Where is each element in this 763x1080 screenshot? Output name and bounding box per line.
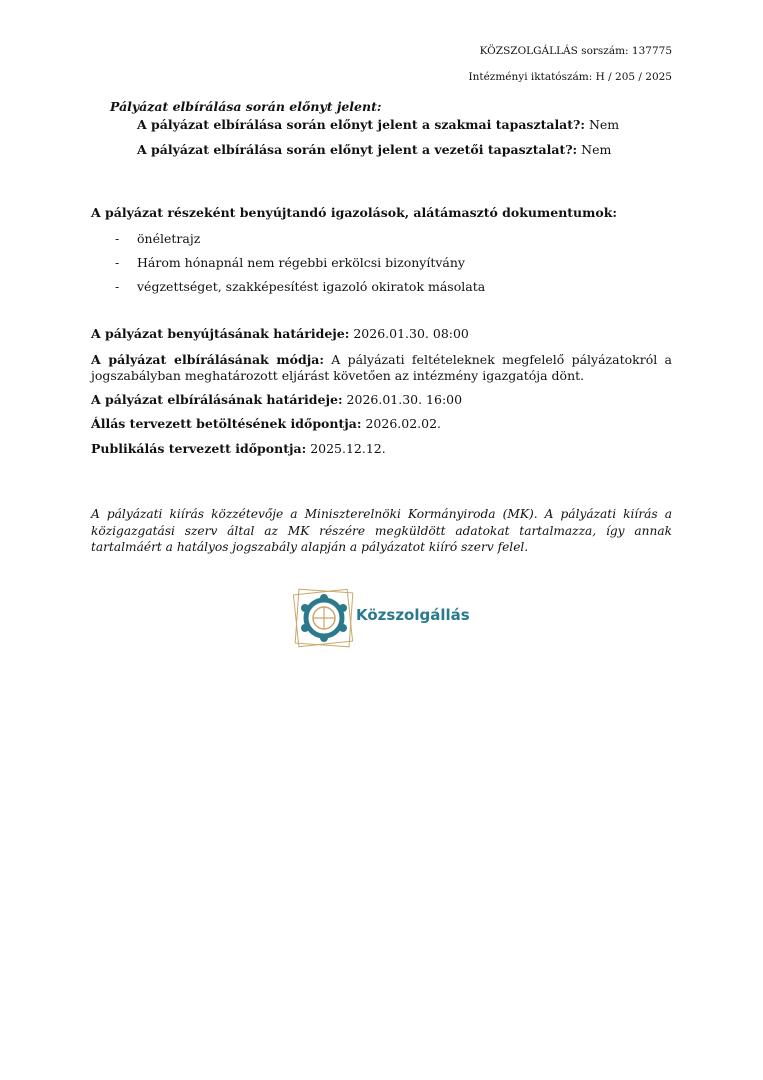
detail-label: A pályázat elbírálásának módja: (91, 352, 324, 367)
advantage-value: Nem (577, 142, 612, 157)
advantage-item (137, 117, 619, 133)
advantage-label: A pályázat elbírálása során előnyt jelent a szakmai tapasztalat?: (137, 117, 585, 132)
filing-number: Intézményi iktatószám: H / 205 / 2025 (468, 71, 672, 83)
submission-deadline (91, 326, 672, 342)
detail-value: 2026.01.30. 08:00 (349, 326, 469, 341)
detail-label: Állás tervezett betöltésének időpontja: (91, 416, 362, 431)
bullet-dash: - (115, 231, 120, 246)
document-item: önéletrajz (137, 231, 201, 246)
detail-label: A pályázat elbírálásának határideje: (91, 392, 343, 407)
planned-publication-date (91, 441, 672, 457)
logo-text: Közszolgállás (356, 606, 470, 624)
document-item: végzettséget, szakképesítést igazoló okiratok másolata (137, 279, 486, 294)
bullet-dash: - (115, 279, 120, 294)
detail-value: 2026.01.30. 16:00 (342, 392, 463, 407)
kozszolgallas-logo (292, 586, 482, 650)
advantage-item (137, 142, 611, 158)
document-item: Három hónapnál nem régebbi erkölcsi bizonyítvány (137, 255, 465, 270)
advantage-value: Nem (585, 117, 620, 132)
advantage-label: A pályázat elbírálása során előnyt jelent a vezetői tapasztalat?: (137, 142, 578, 157)
documents-title: A pályázat részeként benyújtandó igazolások, alátámasztó dokumentumok: (91, 205, 617, 220)
evaluation-deadline (91, 392, 672, 408)
detail-value: A pályázati feltételeknek megfelelő pályázatokról a jogszabályban meghatározott eljárást követően az intézmény igazgatója dönt. (91, 352, 672, 383)
publisher-note: A pályázati kiírás közzétevője a Miniszterelnöki Kormányiroda (MK). A pályázati kiírás a közigazgatási szerv által az MK részére megküldött adatokat tartalmazza, így annak tartalmáért a hatályos jogszabály alapján a pályázatot kiíró szerv felel. (91, 507, 672, 554)
evaluation-method (91, 352, 672, 384)
detail-value: 2026.02.02. (361, 416, 442, 431)
detail-label: Publikálás tervezett időpontja: (91, 441, 307, 456)
logo-emblem-icon (292, 586, 356, 650)
advantages-title: Pályázat elbírálása során előnyt jelent: (110, 99, 382, 114)
detail-value: 2025.12.12. (306, 441, 386, 456)
planned-filling-date (91, 416, 672, 432)
detail-label: A pályázat benyújtásának határideje: (91, 326, 350, 341)
bullet-dash: - (115, 255, 120, 270)
serial-number: KÖZSZOLGÁLLÁS sorszám: 137775 (479, 45, 672, 57)
